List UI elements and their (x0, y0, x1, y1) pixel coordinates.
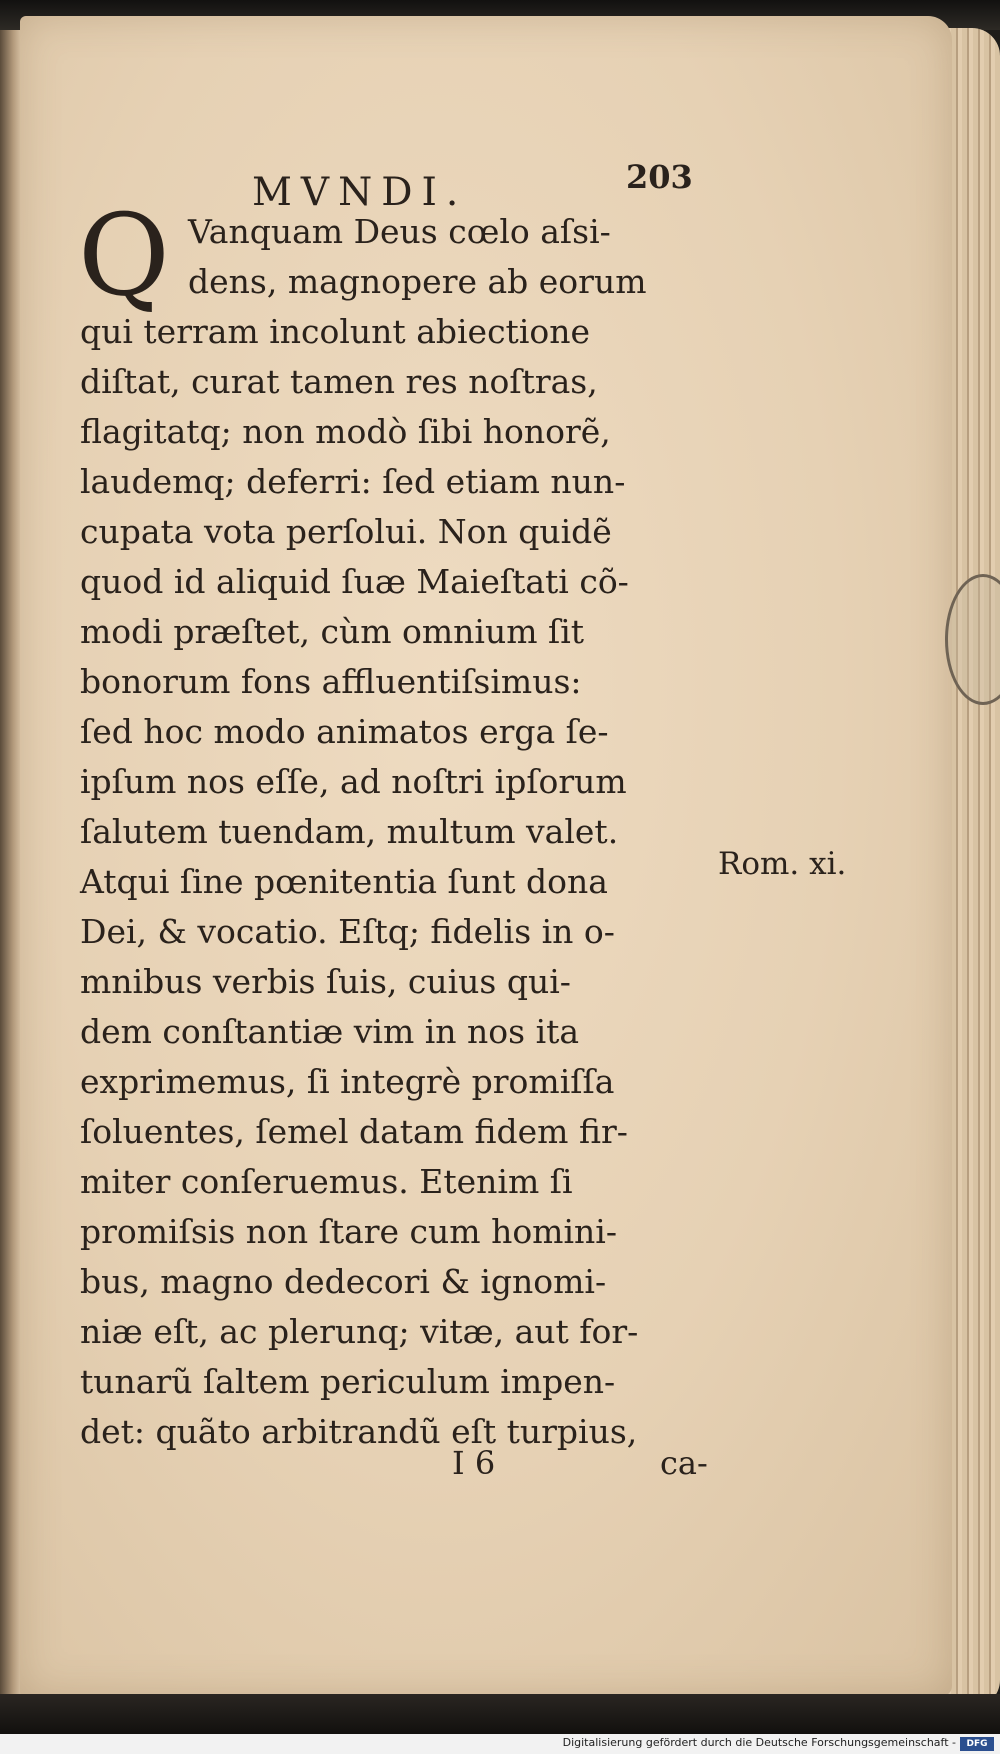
text-line: bonorum fons affluentiſsimus: (80, 662, 582, 701)
text-line: mnibus verbis ſuis, cuius qui- (80, 962, 571, 1001)
text-line: bus, magno dedecori & ignomi- (80, 1262, 607, 1301)
text-line: det: quãto arbitrandũ eſt turpius, (80, 1412, 638, 1451)
text-line: cupata vota perſolui. Non quidẽ (80, 512, 612, 551)
text-line: quod id aliquid ſuæ Maieſtati cõ- (80, 562, 629, 601)
text-line: ſalutem tuendam, multum valet. (80, 812, 619, 851)
page-number: 203 (626, 158, 693, 196)
text-line: dem conſtantiæ vim in nos ita (80, 1012, 580, 1051)
text-line: ſed hoc modo animatos erga ſe- (80, 712, 609, 751)
text-line: dens, magnopere ab eorum (188, 262, 647, 301)
dfg-logo: DFG (960, 1737, 994, 1751)
text-line: Dei, & vocatio. Eſtq; fidelis in o- (80, 912, 615, 951)
drop-cap: Q (78, 191, 170, 321)
text-line: promiſsis non ſtare cum homini- (80, 1212, 617, 1251)
text-line: tunarũ ſaltem periculum impen- (80, 1362, 616, 1401)
text-line: modi præſtet, cùm omnium ſit (80, 612, 585, 651)
text-line: exprimemus, ſi integrè promiſſa (80, 1062, 615, 1101)
running-head: MVNDI. (252, 170, 468, 215)
signature-mark: I 6 (452, 1444, 496, 1482)
text-line: miter conſeruemus. Etenim ſi (80, 1162, 573, 1201)
text-line: flagitatq; non modò ſibi honorẽ, (80, 412, 611, 451)
catchword: ca- (660, 1444, 708, 1482)
text-line: Atqui ſine pœnitentia ſunt dona (80, 862, 608, 901)
book-bottom-edge (0, 1694, 1000, 1734)
binding-fold (0, 30, 22, 1695)
footer-bar (0, 1734, 1000, 1754)
text-line: qui terram incolunt abiectione (80, 312, 591, 351)
text-line: ipſum nos eſſe, ad noſtri ipſorum (80, 762, 627, 801)
text-line: laudemq; deferri: ſed etiam nun- (80, 462, 626, 501)
text-line: ſoluentes, ſemel datam fidem fir- (80, 1112, 628, 1151)
text-line: niæ eſt, ac plerunq; vitæ, aut for- (80, 1312, 639, 1351)
marginal-note: Rom. xi. (718, 846, 847, 882)
funding-note: Digitalisierung gefördert durch die Deutsche Forschungsgemeinschaft - (562, 1736, 956, 1749)
text-line: diſtat, curat tamen res noſtras, (80, 362, 598, 401)
text-line: Vanquam Deus cœlo aſsi- (188, 212, 611, 251)
